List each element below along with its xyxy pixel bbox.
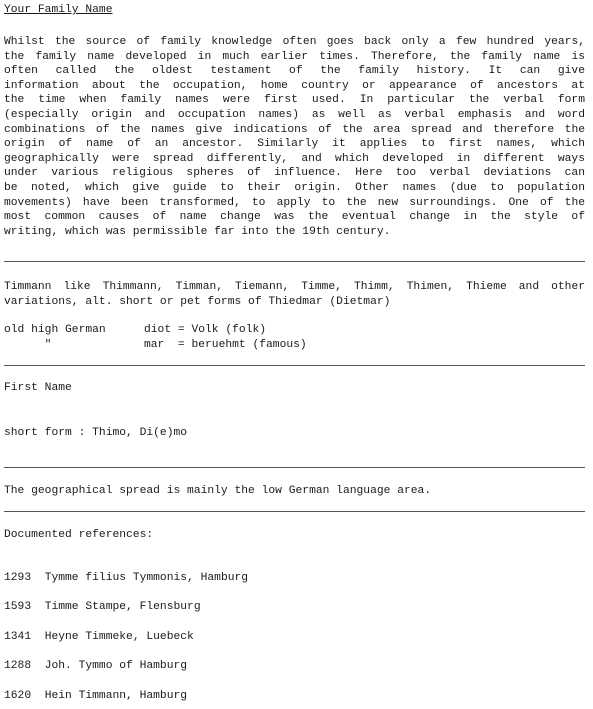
etymology-language: " [4, 338, 52, 351]
divider [4, 467, 585, 468]
intro-line: most common causes of name change was the eventual change in the style of [4, 211, 585, 224]
intro-line: the family name developed in much earlier times. Therefore, the family name is [4, 50, 585, 63]
intro-line: the time when family names were first used. In particular the verbal form [4, 94, 585, 107]
divider [4, 365, 585, 366]
variations-line: Timmann like Thimmann, Timman, Tiemann, Timme, Thimm, Thimen, Thieme and other [4, 281, 585, 293]
reference-text: Tymme filius Tymmonis, Hamburg [44, 572, 249, 584]
intro-line: (especially origin and occupation names) as well as verbal emphasis and word [4, 108, 585, 121]
document-page [4, 3, 585, 702]
reference-year: 1341 [4, 631, 32, 643]
intro-line: be noted, which give guide to their origin. Other names (due to population [4, 181, 585, 194]
reference-year: 1593 [4, 601, 32, 613]
reference-item [4, 689, 187, 703]
intro-line: writing, which was permissible far into the 19th century. [4, 225, 391, 238]
geographical-spread: The geographical spread is mainly the low German language area. [4, 485, 432, 497]
intro-line: information about the occupation, home country or appearance of ancestors at [4, 79, 585, 92]
reference-year: 1620 [4, 690, 32, 702]
intro-line: Whilst the source of family knowledge often goes back only a few hundred years, [4, 36, 585, 48]
etymology-meaning: diot = Volk (folk) [144, 324, 267, 336]
first-name-heading: First Name [4, 382, 72, 394]
reference-year: 1293 [4, 572, 32, 584]
reference-item [4, 571, 248, 585]
reference-text: Timme Stampe, Flensburg [44, 601, 201, 613]
intro-line: under various religious spheres of influence. Here too verbal deviations can [4, 167, 585, 180]
reference-text: Hein Timmann, Hamburg [44, 690, 188, 702]
reference-text: Joh. Tymmo of Hamburg [44, 660, 188, 672]
intro-line: movements) have been transformed, to apply to the new surroundings. One of the [4, 196, 585, 209]
intro-line: geographically were spread differently, and which developed in different ways [4, 152, 585, 165]
variations-line: variations, alt. short or pet forms of Thiedmar (Dietmar) [4, 295, 391, 308]
etymology-meaning: mar = beruehmt (famous) [144, 338, 307, 351]
etymology-row [4, 323, 307, 338]
reference-year: 1288 [4, 660, 32, 672]
etymology-row [4, 338, 307, 353]
intro-line: often called the oldest testament of the family history. It can give [4, 65, 585, 78]
etymology-block [4, 323, 307, 352]
references-heading: Documented references: [4, 529, 154, 541]
intro-line: origin of name of an ancestor. Similarly it applies to first names, which [4, 138, 585, 151]
reference-text: Heyne Timmeke, Luebeck [44, 631, 194, 643]
intro-paragraph [4, 35, 585, 239]
divider [4, 261, 585, 262]
reference-item [4, 659, 187, 673]
etymology-language: old high German [4, 324, 106, 336]
variations-block [4, 280, 585, 309]
divider [4, 511, 585, 512]
intro-line: combinations of the names give indications of the area spread and therefore the [4, 123, 585, 136]
page-title: Your Family Name [4, 4, 113, 16]
short-form: short form : Thimo, Di(e)mo [4, 427, 188, 439]
reference-item [4, 630, 194, 644]
reference-item [4, 600, 201, 614]
